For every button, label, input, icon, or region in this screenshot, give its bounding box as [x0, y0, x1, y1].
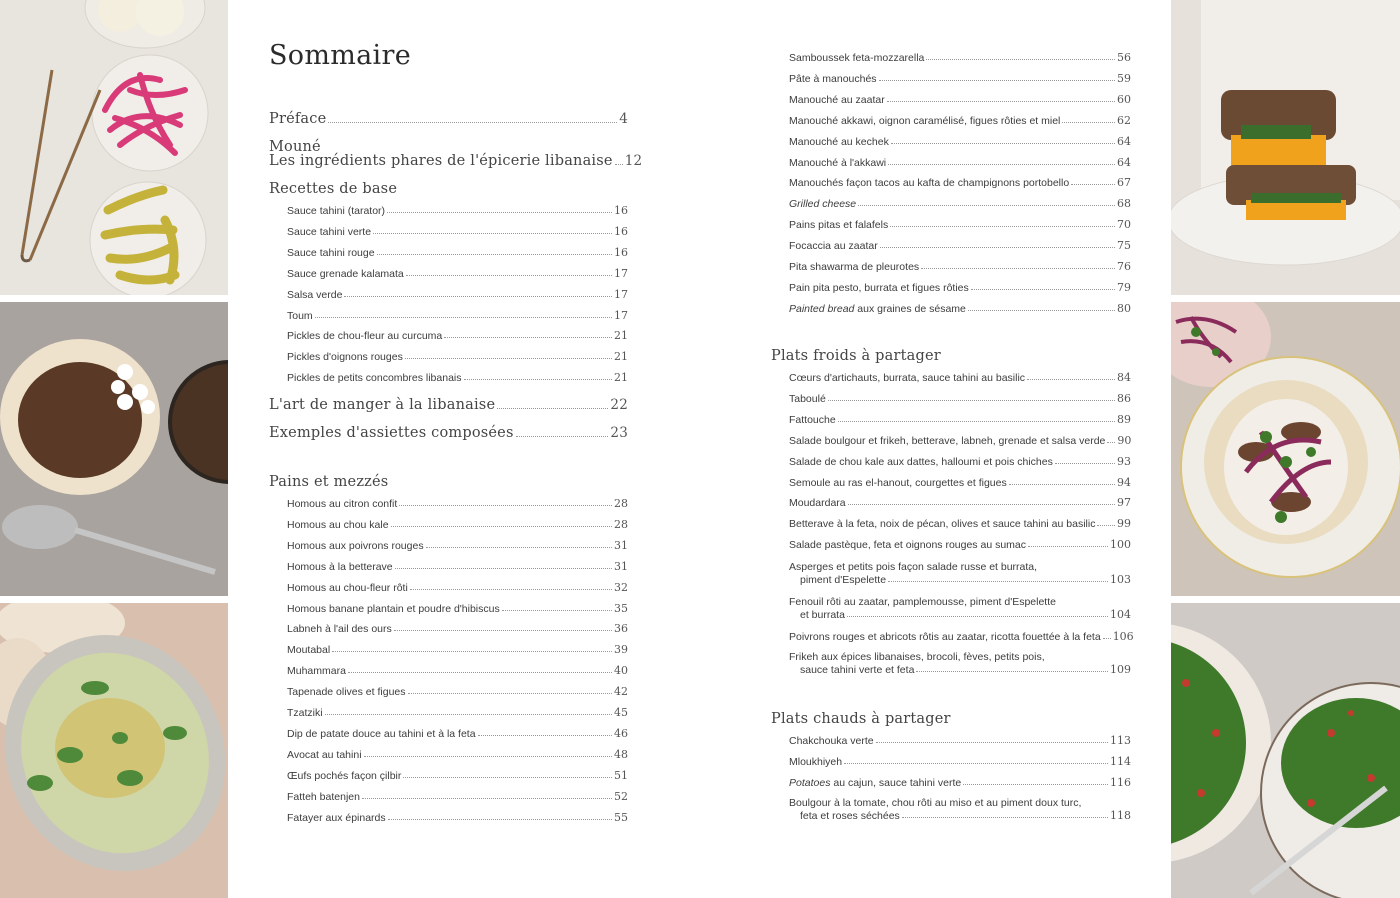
dip-photo — [0, 603, 228, 898]
leader-dots — [406, 275, 612, 276]
toc-entry[interactable] — [287, 246, 628, 259]
entry-page: 16 — [614, 245, 628, 259]
entry-page: 90 — [1117, 433, 1132, 447]
toc-entry[interactable] — [789, 517, 1131, 530]
leader-dots — [403, 777, 612, 778]
leader-dots — [890, 226, 1115, 227]
leader-dots — [1055, 463, 1115, 464]
leader-dots — [387, 212, 612, 213]
entry-label: Homous au citron confit — [287, 498, 398, 510]
entry-page: 68 — [1117, 197, 1131, 211]
leader-dots — [968, 310, 1115, 311]
entry-label-italic: Grilled cheese — [789, 198, 857, 211]
toc-entry[interactable] — [789, 476, 1131, 489]
leader-dots — [1107, 442, 1115, 443]
entry-label: Exemples d'assiettes composées — [269, 425, 514, 441]
entry-page: 104 — [1110, 608, 1131, 621]
entry-page: 64 — [1117, 134, 1131, 148]
entry-label-line1: Fenouil rôti au zaatar, pamplemousse, piment d'Espelette — [789, 596, 1056, 608]
leader-dots — [876, 742, 1108, 743]
entry-page: 16 — [614, 224, 628, 238]
entry-label-line2: et burrata — [800, 609, 845, 621]
entry-label: Manouchés façon tacos au kafta de champignons portobello — [789, 177, 1070, 190]
entry-label: Samboussek feta-mozzarella — [789, 52, 925, 64]
entry-page: 46 — [614, 726, 628, 740]
entry-label: Sauce tahini (tarator) — [287, 205, 386, 217]
leader-dots — [408, 693, 613, 694]
entry-page: 21 — [614, 329, 628, 343]
entry-page: 97 — [1117, 496, 1131, 510]
entry-page: 75 — [1117, 239, 1131, 253]
leader-dots — [426, 547, 612, 548]
entry-label: Focaccia au zaatar — [789, 240, 878, 253]
entry-page: 79 — [1117, 280, 1131, 294]
toc-entry[interactable] — [287, 685, 628, 698]
leader-dots — [502, 610, 612, 611]
entry-page: 109 — [1110, 663, 1131, 676]
toc-entry[interactable] — [287, 267, 628, 280]
leader-dots — [916, 671, 1108, 672]
entry-label: Toum — [287, 309, 313, 322]
entry-page: 45 — [614, 706, 628, 719]
toc-entry[interactable] — [789, 455, 1131, 468]
entry-label: Poivrons rouges et abricots rôtis au zaatar, ricotta fouettée à la feta — [789, 631, 1101, 643]
leader-dots — [828, 400, 1115, 401]
leader-dots — [838, 421, 1115, 422]
section-heading-plats-froids: Plats froids à partager — [771, 348, 941, 364]
entry-page: 36 — [614, 622, 628, 636]
leader-dots — [858, 205, 1115, 206]
toc-entry-art-de-manger[interactable] — [269, 397, 628, 413]
toc-entry-poivrons[interactable] — [789, 630, 1134, 643]
entry-page: 100 — [1110, 538, 1131, 552]
entry-label: Mloukhiyeh — [789, 755, 843, 768]
leader-dots — [963, 784, 1108, 785]
entry-page: 28 — [614, 497, 628, 510]
toc-entry[interactable] — [287, 602, 628, 615]
entry-page: 17 — [614, 287, 628, 301]
entry-label: Homous banane plantain et poudre d'hibiscus — [287, 602, 500, 615]
entry-page: 22 — [610, 397, 628, 413]
entry-label: Manouché au kechek — [789, 135, 889, 148]
entry-label: L'art de manger à la libanaise — [269, 397, 496, 413]
toc-entry[interactable] — [287, 225, 628, 238]
entry-page: 116 — [1110, 775, 1131, 789]
entry-page: 103 — [1110, 573, 1131, 586]
leader-dots — [516, 436, 609, 437]
entry-label: Semoule au ras el-hanout, courgettes et figues — [789, 476, 1007, 489]
toc-entry[interactable] — [287, 706, 628, 719]
toc-entry-moune-line1: Mouné — [269, 139, 321, 155]
grilled-cheese-photo — [1171, 0, 1400, 295]
leader-dots — [1062, 122, 1115, 123]
entry-label: Pickles d'oignons rouges — [287, 351, 403, 364]
toc-entry[interactable] — [789, 260, 1131, 273]
toc-entry[interactable] — [287, 539, 628, 552]
leader-dots — [478, 735, 612, 736]
entry-label: Manouché à l'akkawi — [789, 156, 887, 169]
entry-page: 52 — [614, 789, 628, 803]
section-heading-pains-et-mezzes: Pains et mezzés — [269, 474, 389, 490]
entry-label-line2: sauce tahini verte et feta — [800, 664, 915, 676]
leader-dots — [921, 268, 1115, 269]
pickles-photo — [0, 0, 228, 295]
toc-entry-exemples[interactable] — [269, 425, 628, 441]
entry-label: Moudardara — [789, 497, 846, 510]
entry-label: Muhammara — [287, 665, 346, 678]
leader-dots — [328, 122, 617, 123]
entry-page: 12 — [624, 153, 643, 169]
entry-label: Pita shawarma de pleurotes — [789, 261, 920, 273]
toc-entry[interactable] — [789, 496, 1131, 509]
taboule-photo — [1171, 603, 1400, 898]
entry-page: 99 — [1117, 517, 1131, 531]
entry-page: 16 — [614, 204, 628, 217]
entry-label: Pickles de chou-fleur au curcuma — [287, 330, 443, 343]
leader-dots — [364, 756, 612, 757]
entry-page: 32 — [614, 580, 628, 594]
leader-dots — [615, 164, 623, 165]
entry-page: 62 — [1117, 113, 1131, 127]
entry-label-line1: Frikeh aux épices libanaises, brocoli, fèves, petits pois, — [789, 651, 1045, 663]
page-title: Sommaire — [269, 40, 411, 71]
toc-entry[interactable] — [789, 114, 1131, 127]
toc-entry[interactable] — [789, 734, 1131, 747]
toc-entry[interactable] — [789, 93, 1131, 106]
toc-entry[interactable] — [789, 434, 1131, 447]
entry-label: Salsa verde — [287, 288, 343, 301]
toc-entry[interactable] — [287, 329, 628, 342]
entry-page: 17 — [614, 266, 628, 280]
entry-label: Manouché akkawi, oignon caramélisé, figues rôties et miel — [789, 114, 1061, 127]
toc-entry[interactable] — [287, 811, 628, 824]
toc-entry-fenouil[interactable] — [789, 596, 1131, 621]
toc-entry[interactable] — [789, 776, 1131, 789]
leader-dots — [399, 505, 612, 506]
toc-entry[interactable] — [287, 622, 628, 635]
leader-dots — [395, 568, 612, 569]
entry-label: Pains pitas et falafels — [789, 219, 889, 232]
entry-label-line1: Asperges et petits pois façon salade russe et burrata, — [789, 561, 1038, 573]
entry-label: Tapenade olives et figues — [287, 686, 406, 699]
entry-label: Sauce grenade kalamata — [287, 267, 404, 280]
toc-entry[interactable] — [789, 281, 1131, 294]
toc-entry[interactable] — [287, 288, 628, 301]
entry-label: Fatteh batenjen — [287, 790, 360, 803]
leader-dots — [348, 672, 612, 673]
leader-dots — [497, 408, 608, 409]
entry-label: Sauce tahini verte — [287, 225, 372, 238]
left-page — [228, 0, 700, 898]
entry-label: Taboulé — [789, 392, 826, 405]
leader-dots — [1071, 184, 1115, 185]
entry-label: Homous aux poivrons rouges — [287, 539, 424, 552]
toc-entry[interactable] — [287, 518, 628, 531]
entry-page: 64 — [1117, 155, 1131, 169]
toc-entry[interactable] — [789, 538, 1131, 551]
entry-page: 31 — [614, 538, 628, 552]
toc-entry[interactable] — [789, 135, 1131, 148]
entry-page: 31 — [614, 559, 628, 573]
leader-dots — [444, 337, 612, 338]
toc-entry[interactable] — [287, 309, 628, 322]
leader-dots — [464, 379, 612, 380]
leader-dots — [891, 143, 1115, 144]
entry-label: Préface — [269, 111, 327, 127]
leader-dots — [315, 317, 612, 318]
toc-entry[interactable] — [287, 204, 628, 217]
toc-entry[interactable] — [287, 371, 628, 384]
toc-entry[interactable] — [287, 769, 628, 782]
shawarma-photo — [1171, 302, 1400, 596]
leader-dots — [848, 504, 1115, 505]
entry-label-rest: au cajun, sauce tahini verte — [830, 776, 962, 789]
leader-dots — [1027, 379, 1115, 380]
entry-label: Fattouche — [789, 413, 836, 426]
toc-entry[interactable] — [789, 197, 1131, 210]
toc-entry[interactable] — [287, 581, 628, 594]
entry-page: 60 — [1117, 92, 1131, 106]
toc-entry[interactable] — [287, 497, 628, 510]
toc-entry[interactable] — [287, 350, 628, 363]
entry-label: Homous à la betterave — [287, 560, 393, 573]
entry-label: Betterave à la feta, noix de pécan, olives et sauce tahini au basilic — [789, 518, 1096, 531]
leader-dots — [902, 817, 1108, 818]
entry-label — [789, 303, 966, 315]
toc-entry-preface[interactable] — [269, 111, 628, 127]
entry-page: 59 — [1117, 71, 1131, 85]
entry-page: 86 — [1117, 391, 1131, 405]
entry-label: Pickles de petits concombres libanais — [287, 372, 462, 385]
entry-page: 51 — [614, 768, 628, 782]
toc-entry-frikeh[interactable] — [789, 651, 1131, 676]
manouche-photo — [0, 302, 228, 596]
entry-label: Homous au chou kale — [287, 518, 389, 531]
leader-dots — [1009, 484, 1115, 485]
entry-page: 40 — [614, 664, 628, 678]
entry-page: 28 — [614, 517, 628, 531]
entry-label: Salade boulgour et frikeh, betterave, labneh, grenade et salsa verde — [789, 434, 1106, 447]
entry-label-line1: Boulgour à la tomate, chou rôti au miso et au piment doux turc, — [789, 797, 1082, 809]
entry-page: 23 — [610, 425, 628, 441]
leader-dots — [887, 101, 1115, 102]
leader-dots — [971, 289, 1115, 290]
leader-dots — [373, 233, 612, 234]
toc-entry[interactable] — [287, 664, 628, 677]
entry-label — [789, 777, 961, 789]
toc-entry-moune[interactable] — [269, 153, 643, 169]
entry-page: 21 — [614, 371, 628, 385]
leader-dots — [394, 630, 612, 631]
toc-entry[interactable] — [287, 727, 628, 740]
leader-dots — [1028, 546, 1108, 547]
entry-label: Avocat au tahini — [287, 748, 362, 761]
toc-entry-asperges[interactable] — [789, 561, 1131, 586]
entry-label: Pâte à manouchés — [789, 72, 877, 85]
toc-entry-boulgour[interactable] — [789, 797, 1131, 822]
section-heading-recettes-de-base: Recettes de base — [269, 181, 398, 197]
entry-label: Chakchouka verte — [789, 735, 874, 747]
entry-page: 4 — [619, 111, 628, 127]
entry-label: Dip de patate douce au tahini et à la feta — [287, 727, 476, 740]
toc-entry[interactable] — [789, 755, 1131, 768]
entry-page: 39 — [614, 643, 628, 657]
toc-entry[interactable] — [287, 790, 628, 803]
leader-dots — [344, 296, 612, 297]
toc-entry[interactable] — [287, 643, 628, 656]
leader-dots — [388, 819, 612, 820]
entry-label-italic: Painted bread — [789, 302, 855, 315]
entry-label: Fatayer aux épinards — [287, 811, 386, 824]
entry-page: 93 — [1117, 454, 1131, 468]
entry-label-italic: Potatoes — [789, 776, 831, 789]
toc-entry[interactable] — [789, 371, 1131, 384]
entry-label: Moutabal — [287, 644, 331, 657]
entry-page: 80 — [1117, 301, 1131, 315]
entry-page: 35 — [614, 601, 628, 615]
toc-entry[interactable] — [789, 413, 1131, 426]
toc-entry[interactable] — [789, 392, 1131, 405]
entry-label: Pain pita pesto, burrata et figues rôties — [789, 281, 969, 294]
entry-page: 89 — [1117, 412, 1131, 426]
entry-label: Sauce tahini rouge — [287, 246, 375, 259]
entry-label: Salade de chou kale aux dattes, halloumi et pois chiches — [789, 455, 1053, 468]
toc-entry[interactable] — [287, 560, 628, 573]
entry-page: 67 — [1117, 176, 1131, 190]
toc-entry[interactable] — [789, 302, 1131, 315]
toc-entry[interactable] — [789, 156, 1131, 169]
entry-label-rest: aux graines de sésame — [854, 302, 966, 315]
entry-page: 56 — [1117, 51, 1131, 64]
entry-page: 76 — [1117, 260, 1131, 273]
entry-label: Cœurs d'artichauts, burrata, sauce tahini au basilic — [789, 372, 1026, 384]
toc-entry[interactable] — [789, 51, 1131, 64]
entry-page: 42 — [614, 685, 628, 699]
entry-label: Labneh à l'ail des ours — [287, 623, 392, 636]
toc-entry[interactable] — [789, 176, 1131, 189]
entry-page: 114 — [1110, 754, 1131, 768]
leader-dots — [405, 358, 612, 359]
leader-dots — [362, 798, 612, 799]
toc-entry[interactable] — [287, 748, 628, 761]
entry-page: 113 — [1110, 734, 1131, 747]
leader-dots — [1097, 525, 1115, 526]
leader-dots — [847, 616, 1108, 617]
entry-label-line2: piment d'Espelette — [800, 574, 887, 586]
entry-page: 84 — [1117, 371, 1131, 384]
leader-dots — [888, 581, 1108, 582]
section-heading-plats-chauds: Plats chauds à partager — [771, 711, 951, 727]
entry-label-line2: feta et roses séchées — [800, 810, 900, 822]
entry-page: 106 — [1112, 630, 1134, 643]
entry-label: Œufs pochés façon çilbir — [287, 769, 402, 782]
leader-dots — [879, 80, 1115, 81]
leader-dots — [888, 164, 1115, 165]
leader-dots — [880, 247, 1115, 248]
entry-page: 48 — [614, 747, 628, 761]
leader-dots — [332, 651, 612, 652]
entry-label: Salade pastèque, feta et oignons rouges au sumac — [789, 539, 1026, 552]
leader-dots — [844, 763, 1108, 764]
entry-page: 55 — [614, 810, 628, 824]
entry-label — [789, 198, 856, 210]
entry-page: 118 — [1110, 809, 1131, 822]
entry-label: Les ingrédients phares de l'épicerie libanaise — [269, 153, 613, 169]
entry-page: 70 — [1117, 218, 1131, 232]
leader-dots — [1103, 638, 1111, 639]
toc-entry[interactable] — [789, 218, 1131, 231]
entry-page: 94 — [1117, 475, 1131, 489]
toc-entry[interactable] — [789, 72, 1131, 85]
entry-label: Homous au chou-fleur rôti — [287, 581, 408, 594]
leader-dots — [926, 59, 1115, 60]
leader-dots — [325, 714, 612, 715]
entry-label: Tzatziki — [287, 707, 323, 719]
entry-page: 21 — [614, 350, 628, 364]
leader-dots — [377, 254, 612, 255]
entry-label: Manouché au zaatar — [789, 93, 885, 106]
leader-dots — [410, 589, 612, 590]
leader-dots — [391, 526, 612, 527]
toc-entry[interactable] — [789, 239, 1131, 252]
entry-page: 17 — [614, 308, 628, 322]
